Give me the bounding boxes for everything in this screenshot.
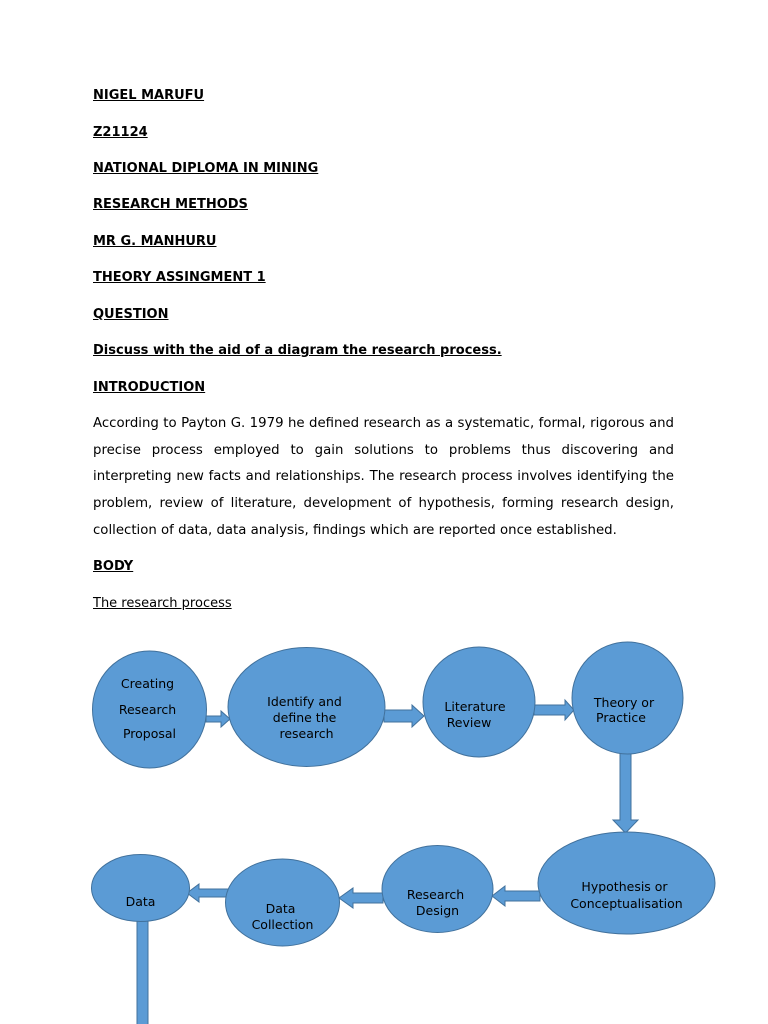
arrow-identify-to-literature <box>384 705 424 727</box>
svg-text:Creating Research <box>119 676 180 741</box>
arrow-theory-to-hypothesis <box>613 752 638 833</box>
introduction-heading: INTRODUCTION <box>93 380 206 395</box>
node-label: Data <box>265 901 296 916</box>
svg-text:Research Design <box>407 887 468 918</box>
question-text: Discuss with the aid of a diagram the research process. <box>93 343 502 358</box>
question-heading: QUESTION <box>93 307 169 322</box>
node-label: Data <box>125 894 156 909</box>
student-id: Z21124 <box>93 125 148 140</box>
node-label: Identify and <box>267 694 342 709</box>
node-label: Practice <box>596 710 646 725</box>
course: RESEARCH METHODS <box>93 197 248 212</box>
body-heading: BODY <box>93 559 134 574</box>
node-label: Design <box>415 903 460 918</box>
node-label: Theory or <box>593 695 655 710</box>
arrow-collection-to-data <box>187 884 228 902</box>
arrow-hypothesis-to-design <box>492 886 540 906</box>
node-label: Research <box>118 702 177 717</box>
node-label: Research <box>406 887 465 902</box>
student-name: NIGEL MARUFU <box>93 88 205 103</box>
node-label: Proposal <box>122 726 177 741</box>
node-data <box>92 855 190 922</box>
node-label: Hypothesis or <box>581 879 668 894</box>
node-label: Conceptualisation <box>570 896 683 911</box>
arrow-design-to-collection <box>339 888 383 908</box>
programme: NATIONAL DIPLOMA IN MINING <box>93 161 319 176</box>
assignment-title: THEORY ASSINGMENT 1 <box>93 270 266 285</box>
node-label: research <box>279 726 334 741</box>
arrow-literature-to-theory <box>534 700 574 720</box>
node-label: Creating <box>120 676 175 691</box>
node-label: Review <box>446 715 492 730</box>
arrow-data-down <box>137 919 148 1024</box>
node-label: Literature <box>444 699 506 714</box>
svg-text:Data <box>126 894 156 909</box>
arrow-creating-to-identify <box>206 711 230 727</box>
node-label: define the <box>272 710 337 725</box>
diagram-title: The research process <box>93 596 232 611</box>
lecturer: MR G. MANHURU <box>93 234 217 249</box>
introduction-paragraph: According to Payton G. 1979 he defined research as a systematic, formal, rigorous and precise process employed to gain solutions to problems thus discovering and interpreting new facts and relationships. The research process involves identifying the problem, review of literature, development of hypothesis, forming research design, collection of data, data analysis, findings which are reported once established. <box>93 416 674 538</box>
node-label: Collection <box>251 917 314 932</box>
